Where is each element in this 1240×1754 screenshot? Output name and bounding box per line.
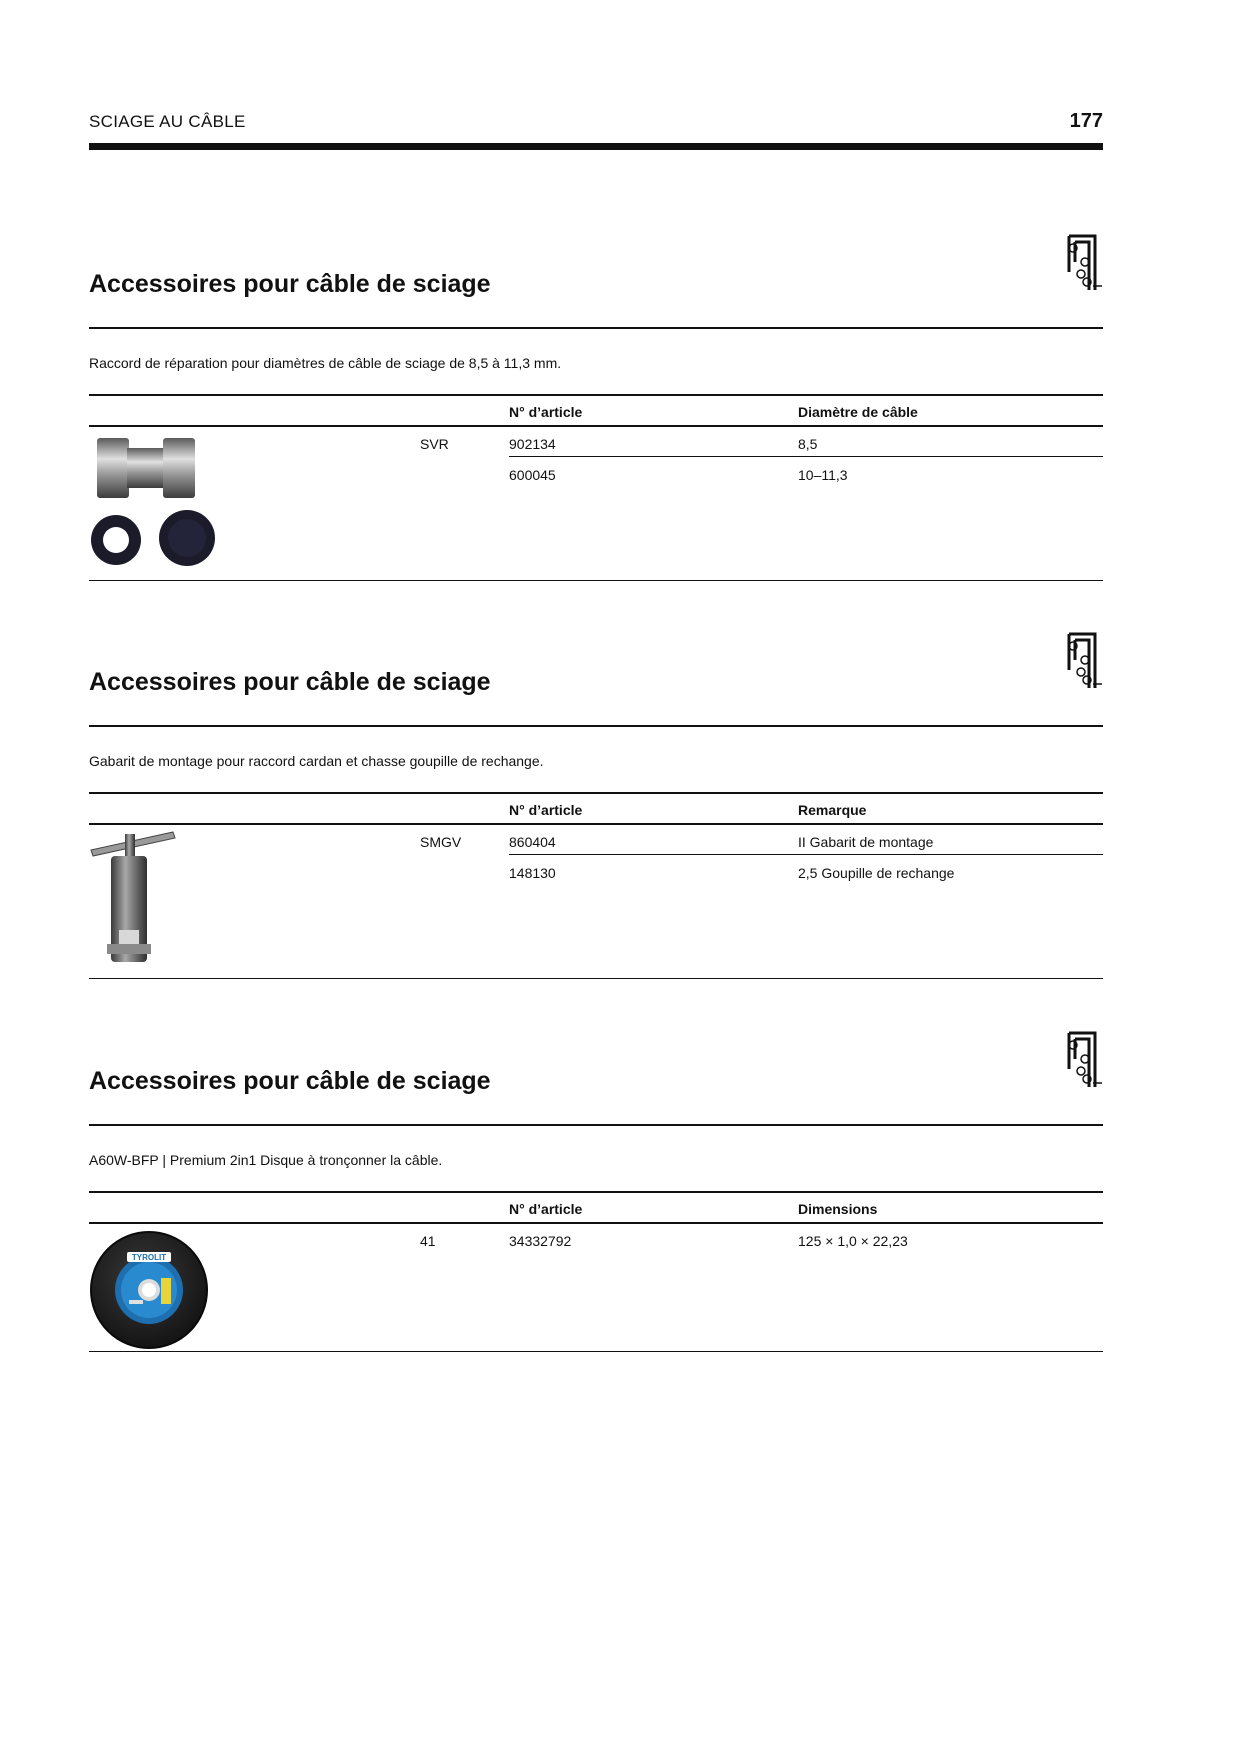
- repair-connector-image: [89, 428, 219, 573]
- product-code: 41: [420, 1233, 436, 1249]
- section-bottom-rule: [89, 978, 1103, 979]
- table-head-rule: [89, 425, 1103, 427]
- section-rule: [89, 1124, 1103, 1126]
- disc-brand-label: TYROLIT: [131, 1253, 167, 1262]
- col-head-remark: Remarque: [798, 802, 867, 818]
- col-head-diameter: Diamètre de câble: [798, 404, 918, 420]
- header-rule: [89, 143, 1103, 150]
- wire-saw-pictogram-icon: [1065, 630, 1103, 690]
- col-head-article: N° d’article: [509, 404, 583, 420]
- article-number: 860404: [509, 834, 556, 850]
- col-head-article: N° d’article: [509, 1201, 583, 1217]
- remark: 2,5 Goupille de rechange: [798, 865, 955, 881]
- product-code: SVR: [420, 436, 449, 452]
- dimensions: 125 × 1,0 × 22,23: [798, 1233, 908, 1249]
- row-divider: [509, 456, 1103, 457]
- table-top-rule: [89, 792, 1103, 794]
- wire-saw-pictogram-icon: [1065, 1029, 1103, 1089]
- product-code: SMGV: [420, 834, 462, 850]
- section-description: Gabarit de montage pour raccord cardan et chasse goupille de rechange.: [89, 753, 544, 769]
- cable-diameter: 10–11,3: [798, 467, 848, 483]
- section-bottom-rule: [89, 580, 1103, 581]
- chapter-title: SCIAGE AU CÂBLE: [89, 112, 246, 131]
- article-number: 902134: [509, 436, 556, 452]
- section-bottom-rule: [89, 1351, 1103, 1352]
- remark: II Gabarit de montage: [798, 834, 934, 850]
- col-head-article: N° d’article: [509, 802, 583, 818]
- section-rule: [89, 725, 1103, 727]
- article-number: 34332792: [509, 1233, 572, 1249]
- table-head-rule: [89, 823, 1103, 825]
- mounting-jig-image: [89, 828, 189, 973]
- section-rule: [89, 327, 1103, 329]
- section-description: A60W-BFP | Premium 2in1 Disque à tronçonner la câble.: [89, 1152, 443, 1168]
- table-top-rule: [89, 1191, 1103, 1193]
- col-head-dimensions: Dimensions: [798, 1201, 878, 1217]
- section-title: Accessoires pour câble de sciage: [89, 1067, 491, 1095]
- section-description: Raccord de réparation pour diamètres de câble de sciage de 8,5 à 11,3 mm.: [89, 355, 562, 371]
- wire-saw-pictogram-icon: [1065, 232, 1103, 292]
- table-head-rule: [89, 1222, 1103, 1224]
- cutting-disc-image: [89, 1230, 209, 1350]
- page-number: 177: [1069, 110, 1103, 132]
- article-number: 148130: [509, 865, 556, 881]
- section-title: Accessoires pour câble de sciage: [89, 668, 491, 696]
- table-top-rule: [89, 394, 1103, 396]
- section-title: Accessoires pour câble de sciage: [89, 270, 491, 298]
- page-header: [89, 112, 1103, 150]
- article-number: 600045: [509, 467, 556, 483]
- row-divider: [509, 854, 1103, 855]
- cable-diameter: 8,5: [798, 436, 818, 452]
